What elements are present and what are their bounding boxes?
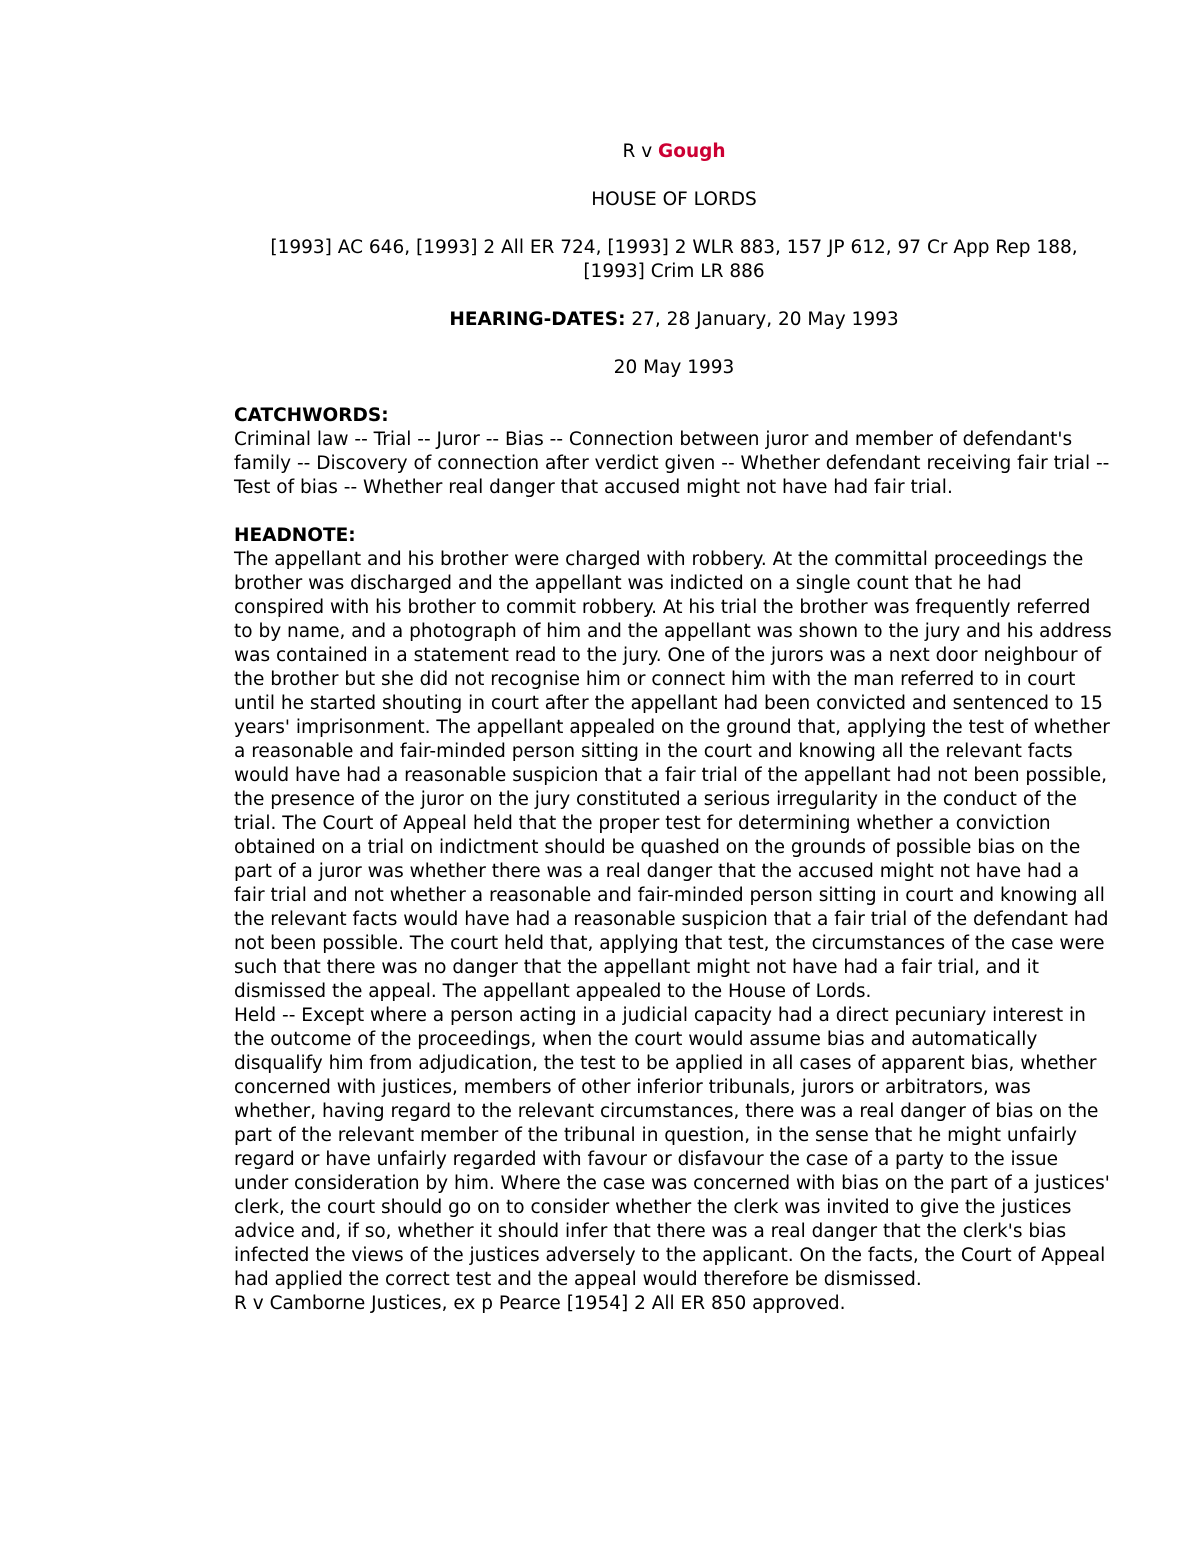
hearing-dates-value: 27, 28 January, 20 May 1993: [625, 309, 899, 330]
case-title-prefix: R v: [622, 141, 659, 162]
judgment-date: 20 May 1993: [613, 357, 735, 378]
headnote-text: The appellant and his brother were charged with robbery. At the committal proceedings the brother was discharged and the appellant was indicted on a single count that he had conspired with his brother to commit robbery. At his trial the brother was frequently referred to by name, and a photograph of him and the appellant was shown to the jury and his address was contained in a statement read to the jury. One of the jurors was a next door neighbour of the brother but she did not recognise him or connect him with the man referred to in court until he started shouting in court after the appellant had been convicted and sentenced to 15 years' imprisonment. The appellant appealed on the ground that, applying the test of whether a reasonable and fair-minded person sitting in the court and knowing all the relevant facts would have had a reasonable suspicion that a fair trial of the appellant had not been possible, the presence of the juror on the jury constituted a serious irregularity in the conduct of the trial. The Court of Appeal held that the proper test for determining whether a conviction obtained on a trial on indictment should be quashed on the grounds of possible bias on the part of a juror was whether there was a real danger that the accused might not have had a fair trial and not whether a reasonable and fair-minded person sitting in court and knowing all the relevant facts would have had a reasonable suspicion that a fair trial of the defendant had not been possible. The court held that, applying that test, the circumstances of the case were such that there was no danger that the appellant might not have had a fair trial, and it dismissed the appeal. The appellant appealed to the House of Lords.: [234, 549, 1112, 1002]
headnote-heading: HEADNOTE:: [234, 525, 356, 546]
case-title-name[interactable]: Gough: [658, 141, 726, 162]
hearing-dates-label: HEARING-DATES:: [449, 309, 626, 330]
document-page: [234, 140, 1114, 1316]
catchwords-section: [234, 404, 1114, 500]
headnote-section: [234, 524, 1114, 1316]
citations: [1993] AC 646, [1993] 2 All ER 724, [1993] 2 WLR 883, 157 JP 612, 97 Cr App Rep 188, [1993] Crim LR 886: [270, 237, 1078, 282]
case-reference: R v Camborne Justices, ex p Pearce [1954] 2 All ER 850 approved.: [234, 1293, 846, 1314]
case-title: [234, 140, 1114, 164]
catchwords-text: Criminal law -- Trial -- Juror -- Bias -- Connection between juror and member of defendant's family -- Discovery of connection after verdict given -- Whether defendant receiving fair trial -- Test of bias -- Whether real danger that accused might not have had fair trial.: [234, 429, 1110, 498]
hearing-dates: [234, 308, 1114, 332]
court-name: HOUSE OF LORDS: [591, 189, 757, 210]
held-paragraph: Held -- Except where a person acting in a judicial capacity had a direct pecuniary interest in the outcome of the proceedings, when the court would assume bias and automatically disqualify him from adjudication, the test to be applied in all cases of apparent bias, whether concerned with justices, members of other inferior tribunals, jurors or arbitrators, was whether, having regard to the relevant circumstances, there was a real danger of bias on the part of the relevant member of the tribunal in question, in the sense that he might unfairly regard or have unfairly regarded with favour or disfavour the case of a party to the issue under consideration by him. Where the case was concerned with bias on the part of a justices' clerk, the court should go on to consider whether the clerk was invited to give the justices advice and, if so, whether it should infer that there was a real danger that the clerk's bias infected the views of the justices adversely to the applicant. On the facts, the Court of Appeal had applied the correct test and the appeal would therefore be dismissed.: [234, 1005, 1110, 1290]
catchwords-heading: CATCHWORDS:: [234, 405, 389, 426]
